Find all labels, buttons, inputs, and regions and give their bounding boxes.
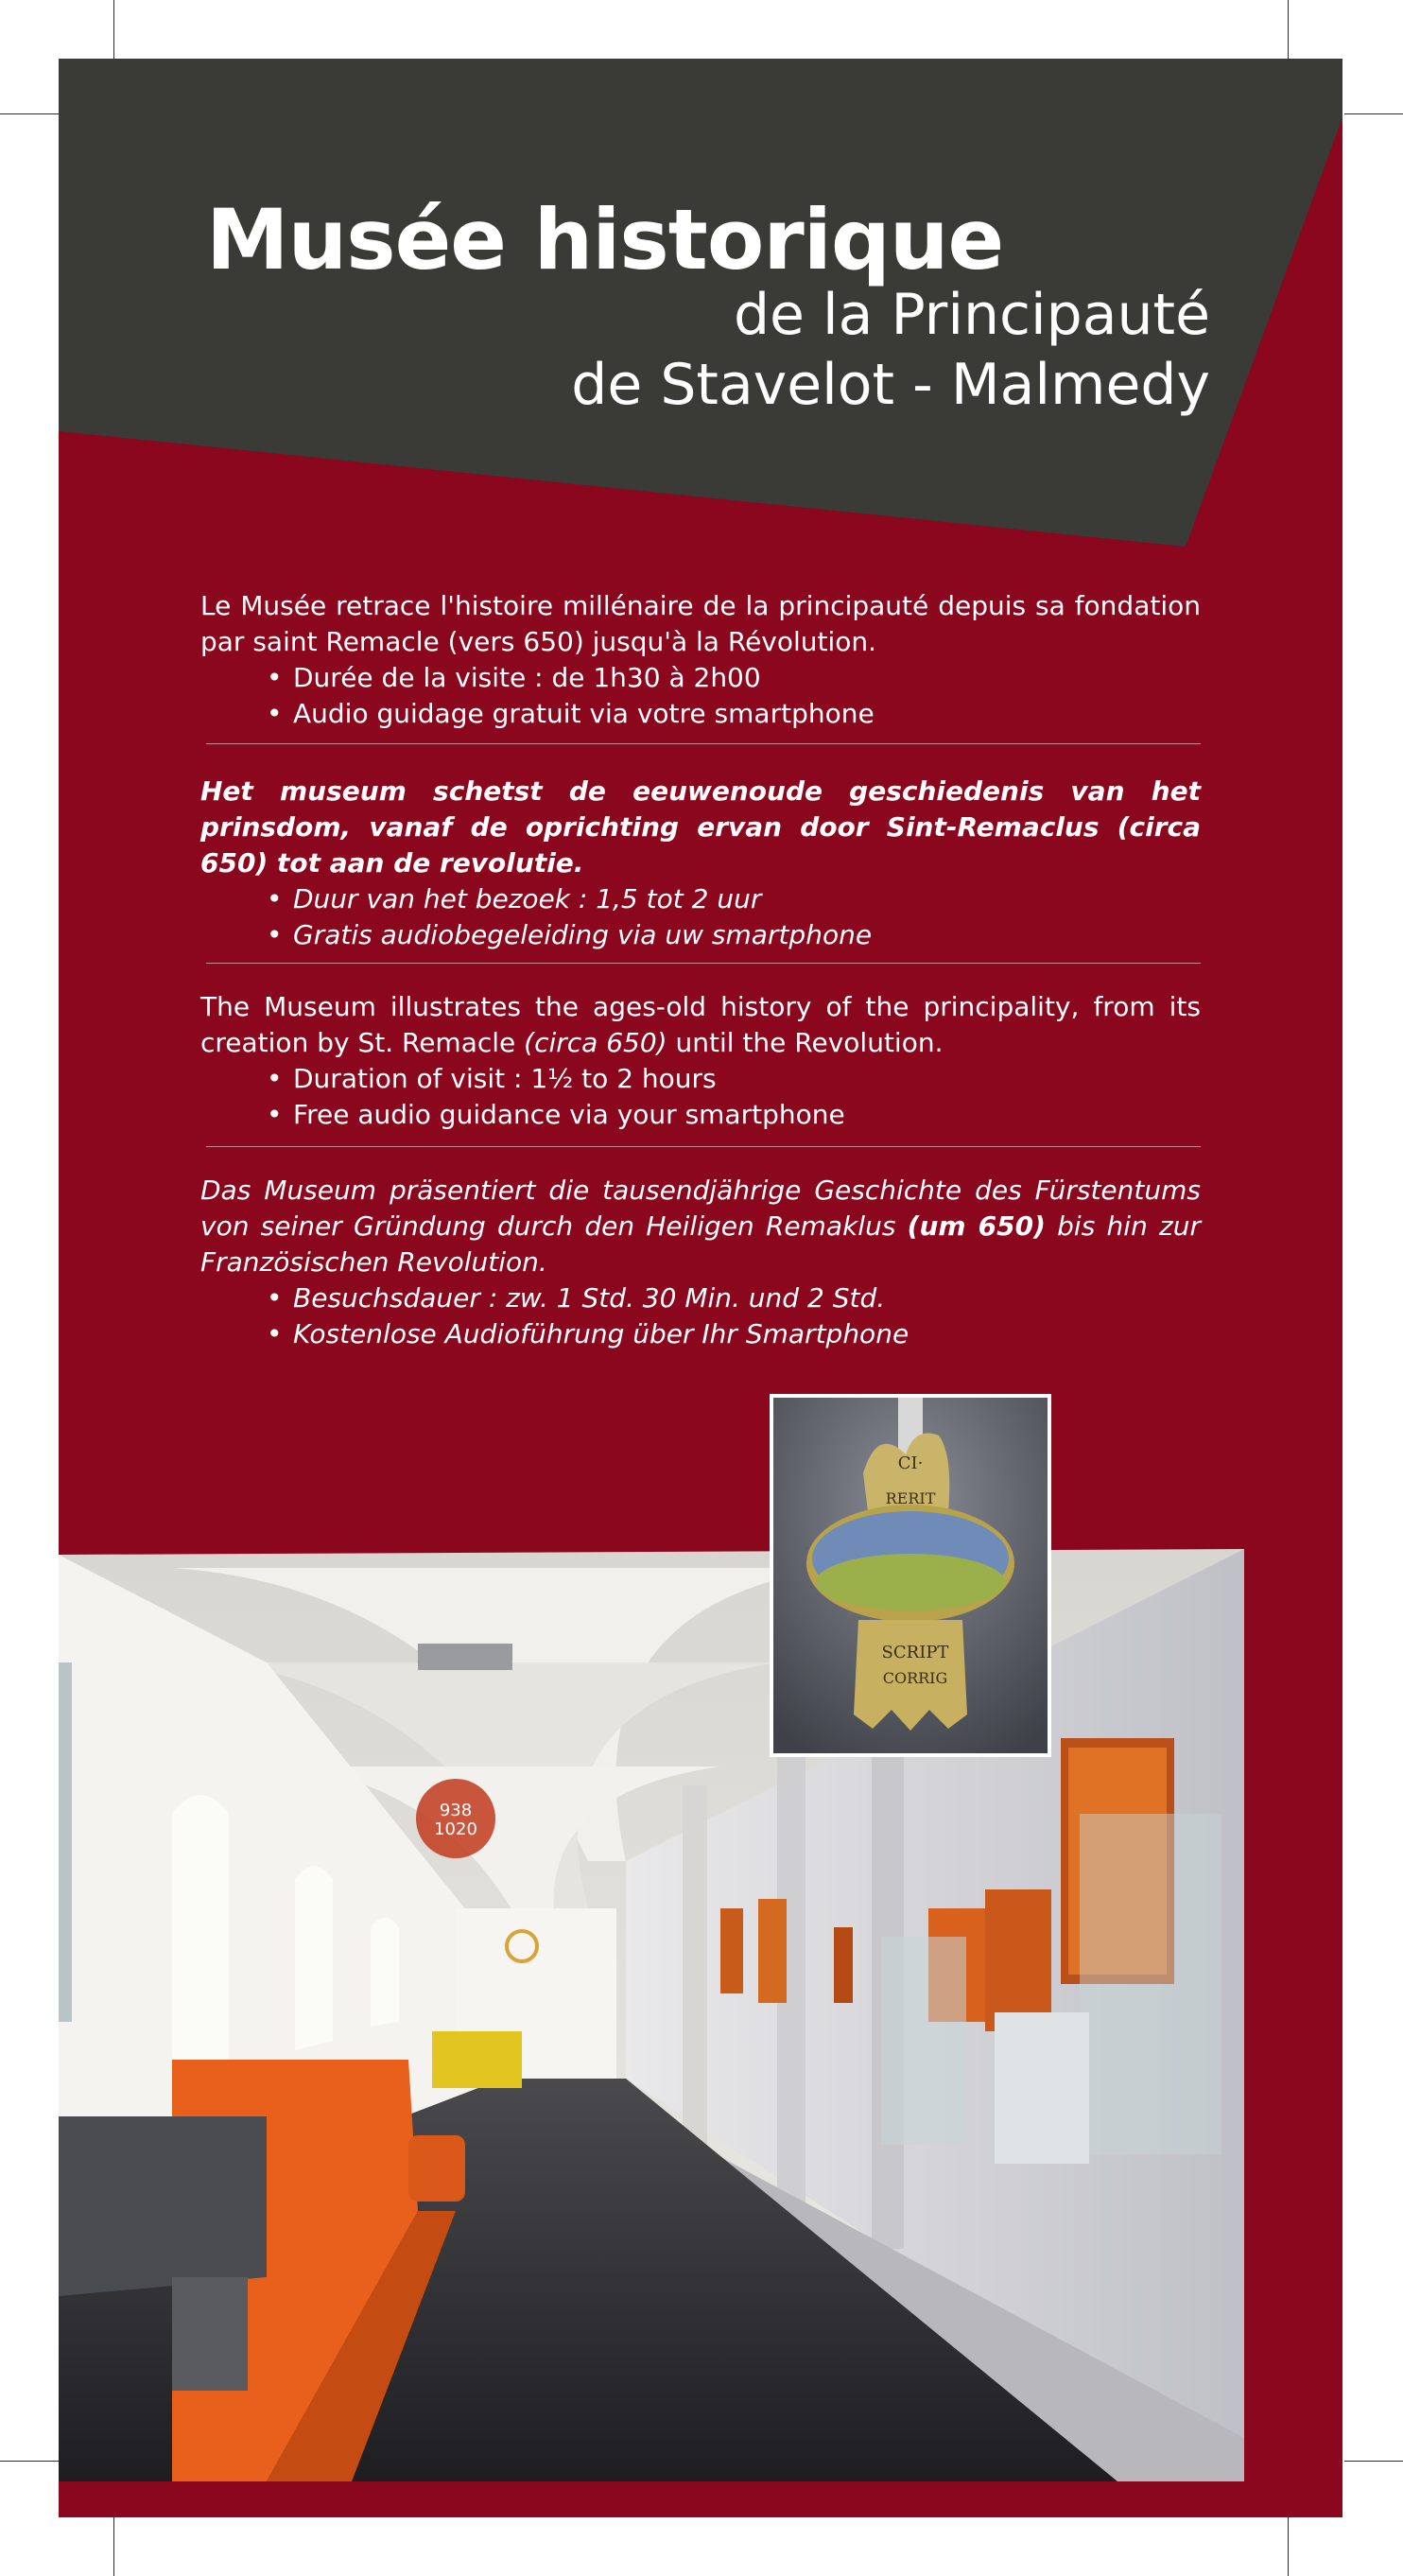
crozier-inset-photo [770,1394,1051,1757]
section-divider [206,743,1201,744]
english-paragraph [200,989,1201,1061]
english-paragraph-emphasis: (circa 650) [524,1027,667,1058]
crozier-text-3: SCRIPT [881,1643,949,1662]
dutch-bullets [200,881,1201,953]
page-subtitle-line-2: de Stavelot - Malmedy [571,352,1210,418]
crozier-text-2: RERIT [885,1489,936,1507]
german-paragraph-text: Das Museum präsentiert die tausendjährige Geschichte des Fürstentums von seiner Gründung durch den Heiligen Remaklus [200,1175,1201,1242]
medallion-year-1: 938 [439,1801,473,1820]
medallion-year-2: 1020 [434,1819,477,1839]
crop-mark [1344,2461,1403,2462]
english-bullets [200,1061,1201,1133]
crozier-text-1: CI· [897,1453,924,1473]
dutch-bullet: • Duur van het bezoek : 1,5 tot 2 uur [267,881,1201,917]
section-dutch [200,774,1201,953]
crop-mark [0,113,59,114]
french-paragraph: Le Musée retrace l'histoire millénaire de la principauté depuis sa fondation par saint Remacle (vers 650) jusqu'à la Révolution. [200,590,1201,657]
dutch-paragraph: Het museum schetst de eeuwenoude geschiedenis van het prinsdom, vanaf de oprichting ervan door Sint-Remaclus (circa 650) tot aan de revolutie. [200,775,1201,879]
english-paragraph-text: until the Revolution. [667,1027,944,1058]
english-paragraph-text: The Museum illustrates the ages-old history of the principality, from its creation by St. Remacle [200,991,1201,1058]
german-bullets [200,1280,1201,1352]
german-bullet: • Kostenlose Audioführung über Ihr Smartphone [267,1316,1201,1352]
crop-mark [113,0,114,59]
french-bullet: • Audio guidage gratuit via votre smartphone [267,696,1201,732]
crop-mark [1344,113,1403,114]
crop-mark [1288,0,1289,59]
german-paragraph [200,1173,1201,1280]
german-paragraph-text: bis hin zur Französischen Revolution. [200,1210,1202,1278]
section-german [200,1173,1201,1352]
english-bullet: • Free audio guidance via your smartphone [267,1097,1201,1133]
section-divider [206,1146,1201,1147]
poster-panel [59,59,1342,2517]
dutch-bullet: • Gratis audiobegeleiding via uw smartphone [267,917,1201,953]
german-bullet: • Besuchsdauer : zw. 1 Std. 30 Min. und 2 Std. [267,1280,1201,1316]
section-divider [206,963,1201,964]
crozier-text-4: CORRIG [882,1669,948,1687]
crop-mark [1288,2517,1289,2576]
section-english [200,989,1201,1133]
section-french [200,588,1201,732]
german-paragraph-emphasis: (um 650) [907,1210,1046,1242]
french-bullet: • Durée de la visite : de 1h30 à 2h00 [267,660,1201,696]
english-bullet: • Duration of visit : 1½ to 2 hours [267,1061,1201,1097]
crop-mark [113,2517,114,2576]
french-bullets [200,660,1201,732]
museum-corridor-photo [59,1549,1244,2481]
page-title: Musée historique [206,191,1004,288]
crop-mark [0,2461,59,2462]
page-subtitle-line-1: de la Principauté [733,282,1210,348]
